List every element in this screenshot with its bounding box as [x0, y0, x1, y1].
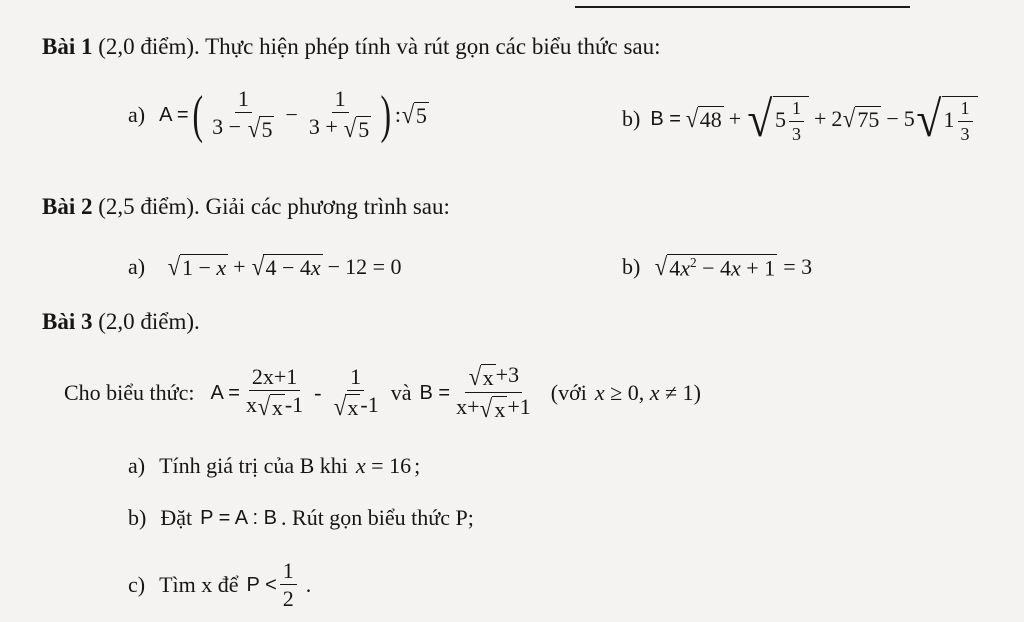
top-divider [575, 6, 910, 8]
bai1-a-label: a) [128, 102, 146, 128]
bai1-part-b: b) B = √ 48 + √ 5 $\frac{1}{3}$ + 2 √ 75 − 5 √ 1 $\frac{1}{3}$ [622, 94, 978, 145]
bai1-heading [42, 35, 661, 58]
bai2-a-label: a) [128, 254, 146, 280]
bai3-expressions: Cho biểu thức: A = 2x+1 x √ x -1 - 1 √ x -1 và B = √ x +3 x+ √ x +1 (với x ≥ 0, x ≠ 1 ) [64, 362, 701, 424]
bai3-intro: Cho biểu thức: [64, 380, 195, 406]
fraction-A-second: 1 √ x -1 [333, 364, 379, 421]
bai3-text: (2,0 điểm). [92, 309, 200, 334]
fraction-A-first: 2x+1 x √ x -1 [245, 364, 304, 421]
bai3-part-b: b) Đặt P = A : B . Rút gọn biểu thức P; [128, 505, 474, 530]
bai3-b-text: Đặt [160, 505, 193, 530]
bai2-part-b: b) √ $4x^2 - 4x + 1$ = 3 [622, 253, 813, 282]
bai2-part-a: a) √ 1 − x + √ 4 − 4x − 12 = 0 [128, 252, 402, 281]
bai3-and: và [390, 380, 412, 406]
bai2-label: Bài 2 [42, 194, 93, 219]
bai3-condition-prefix: (với [550, 380, 587, 406]
bai3-part-c: c) Tìm x để P < $\frac{1}{2}$ . [128, 558, 312, 611]
bai2-b-label: b) [622, 254, 641, 280]
bai3-heading [42, 310, 200, 333]
fraction-1-over-3-plus-sqrt5: 1 3 + √ 5 [308, 86, 370, 143]
bai3-part-a: a) Tính giá trị của B khi x = 16 ; [128, 453, 421, 478]
fraction-B: √ x +3 x+ √ x +1 [456, 362, 531, 424]
bai3-c-text: Tìm x để [159, 572, 239, 597]
bai3-b-tail: . Rút gọn biểu thức P; [281, 505, 474, 530]
fraction-1-over-3-minus-sqrt5: 1 3 − √ 5 [212, 86, 273, 143]
bai3-condition-suffix: ) [693, 380, 701, 406]
bai1-text: (2,0 điểm). Thực hiện phép tính và rút gọn các biểu thức sau: [92, 34, 661, 59]
bai3-c-label: c) [128, 572, 146, 597]
bai2-heading [42, 195, 450, 218]
bai1-b-label: b) [622, 106, 641, 132]
bai3-label: Bài 3 [42, 309, 93, 334]
bai3-b-label: b) [128, 505, 147, 530]
bai3-a-text: Tính giá trị của B khi [159, 453, 348, 478]
bai1-label: Bài 1 [42, 34, 93, 59]
bai3-c-tail: . [305, 572, 312, 597]
bai3-a-label: a) [128, 453, 146, 478]
bai1-part-a: a) A = ( 1 3 − √ 5 − 1 3 + √ 5 ) : √ 5 [128, 85, 427, 144]
bai2-text: (2,5 điểm). Giải các phương trình sau: [92, 194, 450, 219]
bai3-a-tail: ; [414, 453, 421, 478]
